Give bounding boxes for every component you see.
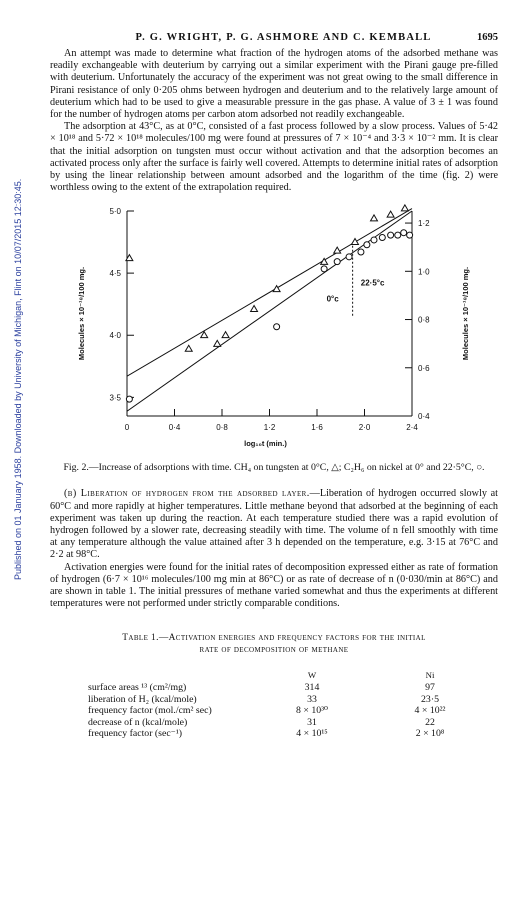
table-row [88,705,492,716]
table-cell-w: 8 × 10³⁰ [296,705,328,717]
data-point-triangle [401,205,408,211]
data-point-circle [274,324,280,330]
running-header [50,32,498,43]
figure-caption: Fig. 2.—Increase of adsorptions with time. CH₄ on tungsten at 0°C, △; C₂H₆ on nickel at 0° and 22·5°C, ○. [63,462,485,474]
table-cell-w: 31 [307,716,317,728]
data-point-triangle [387,212,394,218]
table-header-w: W [307,669,317,680]
x-tick-label: 1·2 [263,423,276,433]
paragraph-deuterium: An attempt was made to determine what fraction of the hydrogen atoms of the adsorbed methane was readily exchangeable with deuterium by carrying out a similar experiment with the Pirani gauge pre-filled with deuterium. Unfortunately the accuracy of the experiment was not great owing to the small difference in Pirani resistance of only 0·205 ohms between hydrogen and deuterium and to the relatively large amount of deuterium which had to be used to give a measurable pressure in the gas phase. A value of 3 ± 1 was found for the number of hydrogen atoms per carbon atom adsorbed not readily exchangeable. [50,48,498,121]
data-point-circle [401,230,407,236]
publication-sidebar-text: Published on 01 January 1958. Downloaded by University of Michigan, Flint on 10/07/2015 12:30:45. [13,178,23,580]
table-1 [88,668,492,739]
y-left-tick-label: 5·0 [109,207,121,217]
x-tick-label: 0·8 [216,423,228,433]
page-number: 1695 [477,32,498,43]
table-cell-ni: 23·5 [421,693,439,705]
table-header-row [88,668,492,682]
paragraph-adsorption: The adsorption at 43°C, as at 0°C, consisted of a fast process followed by a slow process. Values of 5·42 × 10¹⁸ and 5·72 × 10¹⁸ molecules/100 mg were found at pressures of 7 × 10⁻⁴ and 3·3 × 10⁻² mm. It is clear that the initial adsorption on tungsten must occur without activation and that the adsorption becomes an activated process only after the surface is fairly well covered. Attempts to determine initial rates of adsorption by using the linear relationship between amount adsorbed and the logarithm of the time (fig. 2) were worthless owing to the extent of the extrapolation required. [50,121,498,194]
y-left-axis-label: Molecules × 10⁻¹⁸/100 mg. [77,267,86,361]
table-row-label: decrease of n (kcal/mole) [88,716,188,728]
y-left-tick-label: 3·5 [109,393,121,403]
table-row-label: frequency factor (mol./cm² sec) [88,705,212,717]
table-row-label: surface areas ¹³ (cm²/mg) [88,682,187,694]
x-tick-label: 0·4 [168,423,181,433]
y-right-tick-label: 1·2 [418,219,430,229]
running-authors: P. G. WRIGHT, P. G. ASHMORE AND C. KEMBALL [135,32,432,43]
fit-line-circle [127,211,412,411]
data-point-triangle [371,215,378,221]
data-point-circle [379,235,385,241]
annotation-0c: 0°c [326,295,339,305]
data-point-circle [358,249,364,255]
data-point-circle [334,259,340,265]
publication-sidebar [2,80,23,580]
y-right-tick-label: 0·6 [418,364,430,374]
data-point-circle [321,266,327,272]
data-point-circle [364,242,370,248]
figure-2 [50,202,498,454]
table-row [88,682,492,693]
data-point-triangle [185,346,192,352]
section-b-heading: (b) Liberation of hydrogen from the adsorbed layer. [64,488,310,500]
data-point-circle [371,237,377,243]
table-title-line-2: rate of decomposition of methane [199,645,349,656]
table-row-label: frequency factor (sec⁻¹) [88,728,183,740]
figure-2-chart [50,202,498,454]
y-left-tick-label: 4·0 [109,331,121,341]
data-point-circle [395,233,401,239]
x-tick-label: 0 [124,423,130,433]
x-tick-label: 2·0 [358,423,371,433]
data-point-circle [407,233,413,239]
y-right-tick-label: 1·0 [418,267,430,277]
table-cell-ni: 22 [425,716,435,728]
table-cell-w: 4 × 10¹⁵ [296,728,328,740]
section-b-paragraph [50,488,498,561]
table-row [88,728,492,739]
data-point-circle [388,233,394,239]
table-title-line-1: Table 1.—Activation energies and frequency factors for the initial [122,633,426,644]
table-row [88,717,492,728]
data-point-triangle [352,239,359,245]
data-point-triangle [334,248,341,254]
section-b-text: —Liberation of hydrogen occurred slowly at 60°C and more rapidly at higher temperatures. Little methane beyond that adsorbed at the beginning of each experiment was taken up during the reaction. At each temperature studied there was a rapid evolution of hydrogen followed by a slower rate, decreasing steadily with time. The volume of n fell smoothly with time at any temperature although the value attained after 3 h depended on the temperature, e.g. 3·15 at 76°C and 2·2 at 98°C. [50,488,498,561]
x-tick-label: 1·6 [311,423,323,433]
data-point-triangle [214,341,221,347]
data-point-triangle [222,332,229,338]
y-right-axis-label: Molecules × 10⁻¹⁸/100 mg. [461,267,470,361]
table-cell-ni: 2 × 10⁸ [415,728,445,740]
table-cell-ni: 4 × 10²² [414,705,446,717]
paragraph-activation: Activation energies were found for the initial rates of decomposition expressed either as rate of formation of hydrogen (6·7 × 10¹⁶ molecules/100 mg min at 86°C) or as rate of decrease of n (0·030/min at 86°C) and are shown in table 1. The initial pressures of methane varied somewhat and thus the experiments at different temperatures were not performed under strictly comparable conditions. [50,561,498,610]
fit-line-triangle [127,209,412,377]
table-row [88,694,492,705]
page [50,32,498,740]
annotation-22-5c: 22·5°c [360,278,385,288]
y-right-tick-label: 0·4 [418,412,430,422]
data-point-circle [126,397,132,403]
y-left-tick-label: 4·5 [109,269,121,279]
table-title [50,632,498,656]
x-axis-label: log₁₀t (min.) [244,439,287,449]
table-header-label [88,668,256,682]
table-header-ni: Ni [425,669,435,680]
data-point-circle [346,254,352,260]
table-cell-w: 314 [304,682,320,694]
table-cell-w: 33 [307,693,317,705]
table-row-label: liberation of H₂ (kcal/mole) [88,693,197,705]
x-tick-label: 2·4 [406,423,418,433]
y-right-tick-label: 0·8 [418,315,430,325]
data-point-triangle [251,306,258,312]
table-cell-ni: 97 [425,682,435,694]
